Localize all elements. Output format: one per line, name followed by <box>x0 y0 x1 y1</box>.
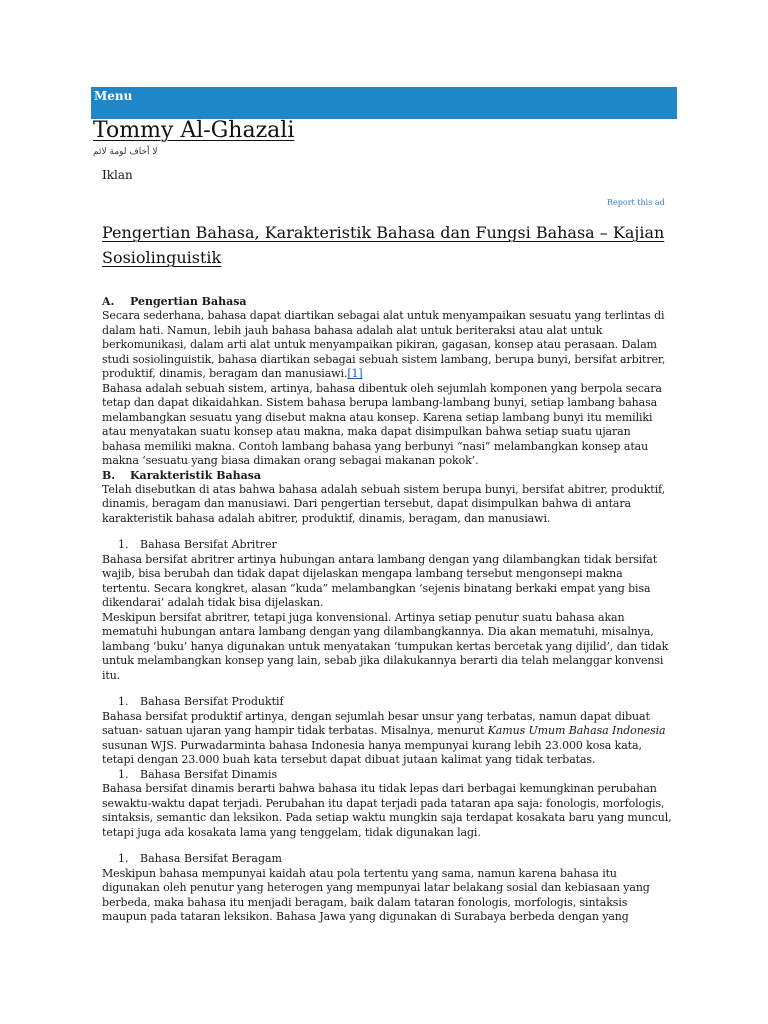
section-heading-b <box>102 469 672 483</box>
section-title: Karakteristik Bahasa <box>130 468 262 482</box>
blog-title[interactable]: Tommy Al-Ghazali <box>93 118 295 143</box>
list-number: 1. <box>118 852 129 865</box>
section-title: Pengertian Bahasa <box>130 295 247 308</box>
section-number: A. <box>102 295 115 308</box>
spacer <box>102 683 672 695</box>
paragraph: Bahasa bersifat dinamis berarti bahwa bahasa itu tidak lepas dari berbagai kemungkinan perubahan sewaktu-waktu dapat terjadi. Perubahan itu dapat terjadi pada tataran apa saja: fonologis, morfologis, sintaksis, semantic dan leksikon. Pada setiap waktu mungkin saja terdapat kosakata baru yang muncul, tetapi juga ada kosakata lama yang tenggelam, tidak digunakan lagi. <box>102 782 672 839</box>
paragraph: Bahasa adalah sebuah sistem, artinya, bahasa dibentuk oleh sejumlah komponen yang berpola secara tetap dan dapat dikaidahkan. Sistem bahasa berupa lambang-lambang bunyi, setiap lambang bahasa melambangkan sesuatu yang disebut makna atau konsep. Karena setiap lambang bunyi itu memiliki atau menyatakan suatu konsep atau makna, maka dapat disimpulkan bahwa setiap suatu ujaran bahasa memiliki makna. Contoh lambang bahasa yang berbunyi “nasi” melambangkan konsep atau makna ‘sesuatu yang biasa dimakan orang sebagai makanan pokok’. <box>102 381 662 467</box>
subsection-heading <box>102 538 672 553</box>
subsection-heading <box>102 768 672 783</box>
subsection-title: Bahasa Bersifat Produktif <box>140 695 284 708</box>
paragraph: Meskipun bahasa mempunyai kaidah atau pola tertentu yang sama, namun karena bahasa itu digunakan oleh penutur yang heterogen yang mempunyai latar belakang sosial dan kebiasaan yang berbeda, maka bahasa itu menjadi beragam, baik dalam tataran fonologis, morfologis, sintaksis maupun pada tataran leksikon. Bahasa Jawa yang digunakan di Surabaya berbeda dengan yang <box>102 866 650 923</box>
footnote-link[interactable]: [1] <box>347 367 363 380</box>
spacer <box>102 840 672 852</box>
post-title[interactable]: Pengertian Bahasa, Karakteristik Bahasa dan Fungsi Bahasa – Kajian Sosiolinguistik <box>102 223 665 267</box>
menu-button[interactable]: Menu <box>94 89 133 103</box>
section-heading-a <box>102 295 672 309</box>
report-ad-link[interactable]: Report this ad <box>607 198 665 207</box>
subsection-heading <box>102 852 672 867</box>
subsection-title: Bahasa Bersifat Abritrer <box>140 538 277 551</box>
paragraph: Telah disebutkan di atas bahwa bahasa adalah sebuah sistem berupa bunyi, bersifat abitrer, produktif, dinamis, beragam dan manusiawi. Dari pengertian tersebut, dapat disimpulkan bahwa di antara karakteristik bahasa adalah abitrer, produktif, dinamis, beragam, dan manusiawi. <box>102 482 665 525</box>
subsection-title: Bahasa Bersifat Beragam <box>140 852 282 865</box>
paragraph: Meskipun bersifat abritrer, tetapi juga konvensional. Artinya setiap penutur suatu bahasa akan mematuhi hubungan antara lambang dengan yang dilambangkannya. Dia akan mematuhi, misalnya, lambang ‘buku’ hanya digunakan untuk menyatakan ‘tumpukan kertas bercetak yang dijilid’, dan tidak untuk melambangkan konsep yang lain, sebab jika dilakukannya berarti dia telah melanggar konvensi itu. <box>102 610 669 682</box>
paragraph-text: susunan WJS. Purwadarminta bahasa Indonesia hanya mempunyai kurang lebih 23.000 kosa kata, tetapi dengan 23.000 buah kata tersebut dapat dibuat jutaan kalimat yang tidak terbatas. <box>102 738 642 766</box>
paragraph: Bahasa bersifat abritrer artinya hubungan antara lambang dengan yang dilambangkan tidak bersifat wajib, bisa berubah dan tidak dapat dijelaskan mengapa lambang tersebut mengonsepi makna tertentu. Secara kongkret, alasan “kuda” melambangkan ‘sejenis binatang berkaki empat yang bisa dikendarai’ adalah tidak bisa dijelaskan. <box>102 552 658 609</box>
spacer <box>102 526 672 538</box>
article <box>102 220 672 925</box>
blog-tagline: لا أخاف لومة لائم <box>93 147 158 157</box>
list-number: 1. <box>118 538 129 551</box>
book-title: Kamus Umum Bahasa Indonesia <box>487 724 666 737</box>
subsection-heading <box>102 695 672 710</box>
ad-label: Iklan <box>102 168 133 182</box>
paragraph <box>102 309 672 382</box>
paragraph <box>102 710 672 768</box>
list-number: 1. <box>118 767 129 781</box>
paragraph-text: Bahasa bersifat produktif artinya, dengan sejumlah besar unsur yang terbatas, namun dapat dibuat satuan- satuan ujaran yang hampir tidak terbatas. Misalnya, menurut <box>102 709 650 737</box>
subsection-title: Bahasa Bersifat Dinamis <box>140 767 278 781</box>
menu-bar[interactable] <box>91 87 677 119</box>
paragraph-text: Secara sederhana, bahasa dapat diartikan sebagai alat untuk menyampaikan sesuatu yang terlintas di dalam hati. Namun, lebih jauh bahasa bahasa adalah alat untuk beriteraksi atau alat untuk berkomunikasi, dalam arti alat untuk menyampaikan pikiran, gagasan, konsep atau perasaan. Dalam studi sosiolinguistik, bahasa diartikan sebagai sebuah sistem lambang, berupa bunyi, bersifat arbitrer, produktif, dinamis, beragam dan manusiawi. <box>102 309 666 380</box>
list-number: 1. <box>118 695 129 708</box>
section-number: B. <box>102 468 116 482</box>
